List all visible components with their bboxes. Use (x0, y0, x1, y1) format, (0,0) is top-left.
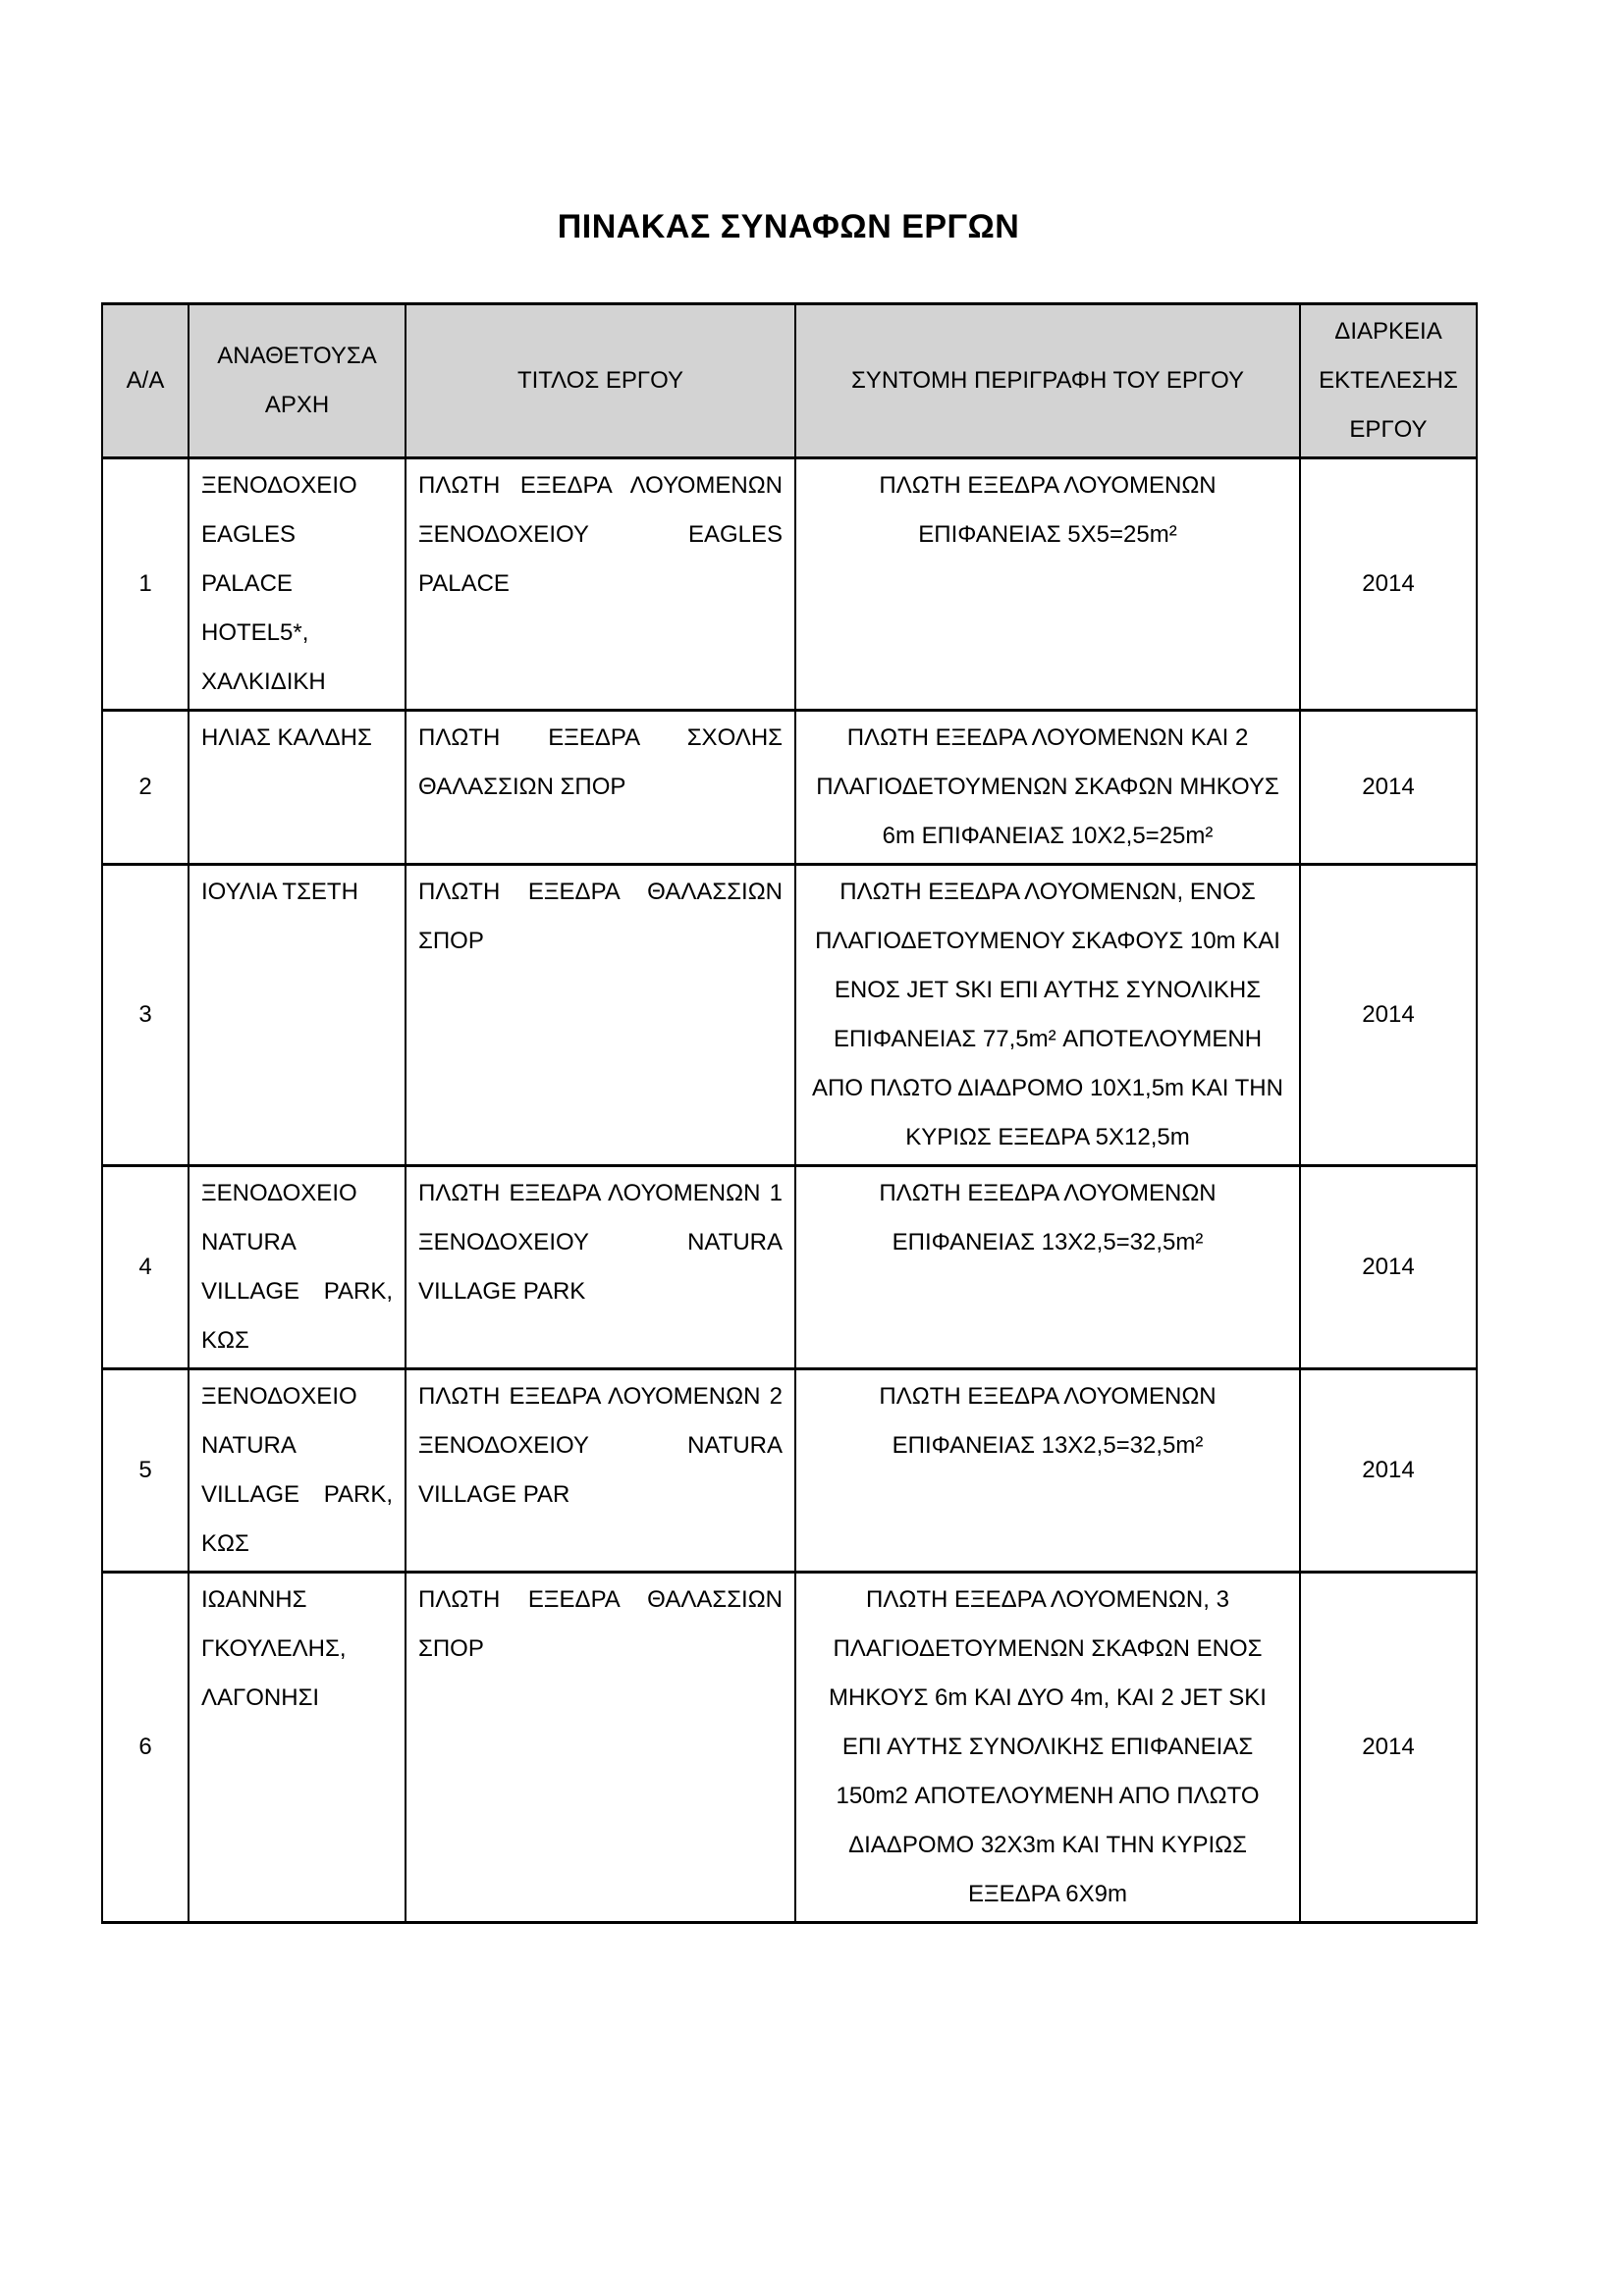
header-cell-duration: ΔΙΑΡΚΕΙΑ ΕΚΤΕΛΕΣΗΣ ΕΡΓΟΥ (1300, 304, 1477, 458)
cell-authority: ΞΕΝΟΔΟΧΕΙΟ NATURA VILLAGE PARK, ΚΩΣ (189, 1369, 406, 1573)
cell-num: 2 (102, 711, 189, 865)
header-cell-authority: ΑΝΑΘΕΤΟΥΣΑ ΑΡΧΗ (189, 304, 406, 458)
header-cell-title: ΤΙΤΛΟΣ ΕΡΓΟΥ (406, 304, 795, 458)
cell-duration: 2014 (1300, 1369, 1477, 1573)
cell-authority: ΞΕΝΟΔΟΧΕΙΟ NATURA VILLAGE PARK, ΚΩΣ (189, 1166, 406, 1369)
cell-num: 5 (102, 1369, 189, 1573)
cell-title: ΠΛΩΤΗ ΕΞΕΔΡΑ ΘΑΛΑΣΣΙΩΝ ΣΠΟΡ (406, 865, 795, 1166)
cell-num: 4 (102, 1166, 189, 1369)
cell-title: ΠΛΩΤΗ ΕΞΕΔΡΑ ΛΟΥΟΜΕΝΩΝ 1 ΞΕΝΟΔΟΧΕΙΟΥ NATURA VILLAGE PARK (406, 1166, 795, 1369)
projects-table (101, 302, 1478, 1924)
page-title: ΠΙΝΑΚΑΣ ΣΥΝΑΦΩΝ ΕΡΓΩΝ (557, 208, 1020, 245)
table-row (102, 1573, 1477, 1923)
cell-title: ΠΛΩΤΗ ΕΞΕΔΡΑ ΘΑΛΑΣΣΙΩΝ ΣΠΟΡ (406, 1573, 795, 1923)
header-cell-num: Α/Α (102, 304, 189, 458)
cell-description: ΠΛΩΤΗ ΕΞΕΔΡΑ ΛΟΥΟΜΕΝΩΝ, 3 ΠΛΑΓΙΟΔΕΤΟΥΜΕΝΩΝ ΣΚΑΦΩΝ ΕΝΟΣ ΜΗΚΟΥΣ 6m ΚΑΙ ΔΥΟ 4m, ΚΑΙ 2 JET SKI ΕΠΙ ΑΥΤΗΣ ΣΥΝΟΛΙΚΗΣ ΕΠΙΦΑΝΕΙΑΣ 150m2 ΑΠΟΤΕΛΟΥΜΕΝΗ ΑΠΟ ΠΛΩΤΟ ΔΙΑΔΡΟΜΟ 32Χ3m ΚΑΙ ΤΗΝ ΚΥΡΙΩΣ ΕΞΕΔΡΑ 6Χ9m (795, 1573, 1300, 1923)
cell-title: ΠΛΩΤΗ ΕΞΕΔΡΑ ΣΧΟΛΗΣ ΘΑΛΑΣΣΙΩΝ ΣΠΟΡ (406, 711, 795, 865)
cell-num: 1 (102, 458, 189, 711)
table-row (102, 1166, 1477, 1369)
cell-description: ΠΛΩΤΗ ΕΞΕΔΡΑ ΛΟΥΟΜΕΝΩΝ ΕΠΙΦΑΝΕΙΑΣ 13Χ2,5=32,5m² (795, 1166, 1300, 1369)
cell-duration: 2014 (1300, 711, 1477, 865)
table-row (102, 458, 1477, 711)
cell-description: ΠΛΩΤΗ ΕΞΕΔΡΑ ΛΟΥΟΜΕΝΩΝ ΕΠΙΦΑΝΕΙΑΣ 5Χ5=25m² (795, 458, 1300, 711)
cell-description: ΠΛΩΤΗ ΕΞΕΔΡΑ ΛΟΥΟΜΕΝΩΝ ΚΑΙ 2 ΠΛΑΓΙΟΔΕΤΟΥΜΕΝΩΝ ΣΚΑΦΩΝ ΜΗΚΟΥΣ 6m ΕΠΙΦΑΝΕΙΑΣ 10Χ2,5=25m² (795, 711, 1300, 865)
cell-authority: ΞΕΝΟΔΟΧΕΙΟ EAGLES PALACE HOTEL5*, ΧΑΛΚΙΔΙΚΗ (189, 458, 406, 711)
cell-authority: ΙΩΑΝΝΗΣ ΓΚΟΥΛΕΛΗΣ, ΛΑΓΟΝΗΣΙ (189, 1573, 406, 1923)
header-cell-description: ΣΥΝΤΟΜΗ ΠΕΡΙΓΡΑΦΗ ΤΟΥ ΕΡΓΟΥ (795, 304, 1300, 458)
cell-duration: 2014 (1300, 1166, 1477, 1369)
cell-title: ΠΛΩΤΗ ΕΞΕΔΡΑ ΛΟΥΟΜΕΝΩΝ ΞΕΝΟΔΟΧΕΙΟΥ EAGLES PALACE (406, 458, 795, 711)
cell-description: ΠΛΩΤΗ ΕΞΕΔΡΑ ΛΟΥΟΜΕΝΩΝ, ΕΝΟΣ ΠΛΑΓΙΟΔΕΤΟΥΜΕΝΟΥ ΣΚΑΦΟΥΣ 10m ΚΑΙ ΕΝΟΣ JET SKI ΕΠΙ ΑΥΤΗΣ ΣΥΝΟΛΙΚΗΣ ΕΠΙΦΑΝΕΙΑΣ 77,5m² ΑΠΟΤΕΛΟΥΜΕΝΗ ΑΠΟ ΠΛΩΤΟ ΔΙΑΔΡΟΜΟ 10Χ1,5m ΚΑΙ ΤΗΝ ΚΥΡΙΩΣ ΕΞΕΔΡΑ 5Χ12,5m (795, 865, 1300, 1166)
table-header-row (102, 304, 1477, 458)
cell-authority: ΙΟΥΛΙΑ ΤΣΕΤΗ (189, 865, 406, 1166)
cell-description: ΠΛΩΤΗ ΕΞΕΔΡΑ ΛΟΥΟΜΕΝΩΝ ΕΠΙΦΑΝΕΙΑΣ 13Χ2,5=32,5m² (795, 1369, 1300, 1573)
table-row (102, 711, 1477, 865)
cell-duration: 2014 (1300, 458, 1477, 711)
cell-authority: ΗΛΙΑΣ ΚΑΛΔΗΣ (189, 711, 406, 865)
cell-duration: 2014 (1300, 1573, 1477, 1923)
cell-title: ΠΛΩΤΗ ΕΞΕΔΡΑ ΛΟΥΟΜΕΝΩΝ 2 ΞΕΝΟΔΟΧΕΙΟΥ NATURA VILLAGE PAR (406, 1369, 795, 1573)
table-row (102, 865, 1477, 1166)
cell-num: 3 (102, 865, 189, 1166)
cell-duration: 2014 (1300, 865, 1477, 1166)
table-row (102, 1369, 1477, 1573)
cell-num: 6 (102, 1573, 189, 1923)
